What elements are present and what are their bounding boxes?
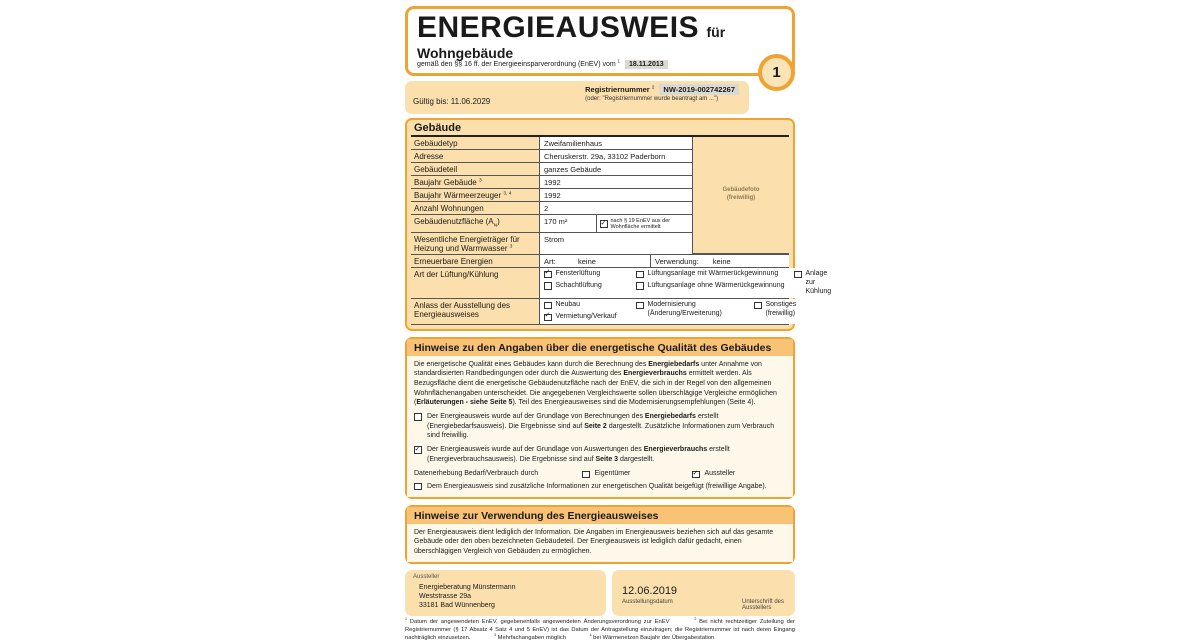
document-title: ENERGIEAUSWEIS <box>417 11 700 44</box>
quality-hints-intro: Die energetische Qualität eines Gebäudes kann durch die Berechnung des Energiebedarfs unter Annahme von standardisierten Randbedingungen oder durch die Auswertung des Energieverbrauchs ermittelt werden. Als Bezugsfläche dient die energetische Gebäudenutzfläche nach der EnEV, die sich in der Regel von den allgemeinen Wohnflächenangaben unterscheidet. Die angegebenen Vergleichswerte sollen überschlägige Vergleiche ermöglichen (Erläuterungen - siehe Seite 5). Teil des Energieausweises sind die Modernisierungsempfehlungen (Seite 4). <box>414 360 777 407</box>
checkbox-fensterlueftung[interactable] <box>544 271 552 279</box>
footnote-marker: 2 <box>651 84 655 90</box>
heater-year-value: 1992 <box>539 189 692 201</box>
enev-date-value: 18.11.2013 <box>625 60 668 69</box>
ventilation-option: Schachtlüftung <box>544 282 630 291</box>
checkbox-energiebedarf[interactable] <box>414 413 422 421</box>
issuer-box <box>405 570 606 616</box>
renewable-art-label: Art: <box>544 256 556 266</box>
building-section-title: Gebäude <box>411 120 789 137</box>
demand-certificate-item: Der Energieausweis wurde auf der Grundlage von Berechnungen des Energiebedarfs erstellt (Energiebedarfsausweis). Die Ergebnisse sind auf Seite 2 dargestellt. Zusätzliche Informationen zum Verbrauch sind freiwillig. <box>414 412 786 441</box>
table-row <box>411 189 692 202</box>
row-label: Gebäudenutzfläche $(A_N)$ <box>414 216 500 229</box>
energy-certificate-page <box>405 6 832 642</box>
building-photo-placeholder <box>692 137 789 254</box>
signature-box <box>612 570 795 616</box>
row-label: Baujahr Gebäude $^3$ <box>414 177 482 187</box>
occasion-option: Modernisierung (Änderung/Erweiterung) <box>636 301 748 319</box>
table-row <box>411 150 692 163</box>
table-row <box>411 233 692 254</box>
issue-date-label: Ausstellungsdatum <box>622 598 673 605</box>
data-collection-label: Datenerhebung Bedarf/Verbrauch durch <box>414 470 539 478</box>
row-label: Anzahl Wohnungen <box>414 203 484 213</box>
floor-area-method-note <box>596 215 692 232</box>
construction-year-value: 1992 <box>539 176 692 188</box>
usage-hints-title: Hinweise zur Verwendung des Energieausweises <box>407 507 793 524</box>
issue-date: 12.06.2019 <box>622 584 678 597</box>
checkbox-anlage-kuehlung[interactable] <box>794 271 802 279</box>
checkbox-schachtlueftung[interactable] <box>544 282 552 290</box>
building-part-value: ganzes Gebäude <box>539 163 692 175</box>
table-row <box>411 163 692 176</box>
footnote-4: $^4$ bei Wärmenetzen Baujahr der Übergabestation <box>589 632 715 641</box>
occasion-option: Neubau <box>544 301 630 310</box>
footnotes <box>405 616 795 642</box>
renewable-use-value: keine <box>712 256 731 266</box>
table-row <box>411 137 692 150</box>
occasion-option: Sonstiges (freiwillig) <box>754 301 796 319</box>
row-label: Gebäudeteil <box>414 164 458 174</box>
occasion-row <box>411 299 797 325</box>
floor-area-value: 170 m² <box>539 215 596 232</box>
ventilation-option: Lüftungsanlage mit Wärmerückgewinnung <box>636 270 788 279</box>
photo-placeholder-text: Gebäudefoto <box>722 187 760 194</box>
address-value: Cheruskerstr. 29a, 33102 Paderborn <box>539 150 692 162</box>
title-line <box>417 11 783 63</box>
apartment-count-value: 2 <box>539 202 692 214</box>
renewable-use-label: Verwendung: <box>655 256 699 266</box>
photo-placeholder-text: (freiwillig) <box>726 195 756 201</box>
checkbox-neubau[interactable] <box>544 302 552 310</box>
footnote-1: $^1$ Datum der angewendeten EnEV, gegebenenfalls angewendeten Änderungsverordnung zur EnEV <box>405 616 670 625</box>
registration-label: Registriernummer <box>585 85 650 94</box>
ventilation-option: Lüftungsanlage ohne Wärmerückgewinnung <box>636 282 788 291</box>
data-collection-option: ✓ Aussteller <box>692 469 802 479</box>
footnote-2: $^2$ Bei nicht rechtzeitiger Zuteilung der Registriernummer (§ 17 Absatz 4 Satz 4 und 5 EnEV) ist das Datum der Antragstellung einzutragen; die Registriernummer ist nach deren Eingang nachträglich einzusetzen. <box>405 616 795 641</box>
data-collection-option: Eigentümer <box>582 469 692 479</box>
usage-hints-body: Der Energieausweis dient lediglich der Information. Die Angaben im Energieausweis beziehen sich auf das gesamte Gebäude oder den oben bezeichneten Gebäudeteil. Der Energieausweis ist lediglich dafür gedacht, einen überschlägigen Vergleich von Gebäuden zu ermöglichen. <box>407 524 793 562</box>
checkbox-energieverbrauch[interactable] <box>414 446 422 454</box>
validity-strip <box>405 81 749 114</box>
footnote-marker: 3 <box>509 243 513 249</box>
row-label: Erneuerbare Energien <box>414 256 493 266</box>
building-panel <box>405 118 832 331</box>
checkbox-vermietung-verkauf[interactable] <box>544 314 552 322</box>
footnote-3: $^3$ Mehrfachangaben möglich <box>494 632 566 641</box>
checkbox-modernisierung[interactable] <box>636 302 644 310</box>
ventilation-row <box>411 268 832 299</box>
additional-info-text: Dem Energieausweis sind zusätzliche Informationen zur energetischen Qualität beigefügt (freiwillige Angabe). <box>427 482 767 490</box>
table-row <box>411 202 692 215</box>
registration-block <box>585 85 739 109</box>
title-box <box>405 6 795 76</box>
floor-area-method-text: nach § 19 EnEV aus der Wohnfläche ermittelt <box>610 217 671 230</box>
document-subtitle: für Wohngebäude <box>417 24 726 61</box>
issuer-city: 33181 Bad Wünnenberg <box>419 601 495 609</box>
usage-hints-panel <box>405 505 795 564</box>
data-collection-row <box>414 469 786 479</box>
registration-alt-note: (oder: "Registriernummer wurde beantragt am ...") <box>585 96 719 102</box>
floor-area-method-checkbox[interactable] <box>600 220 608 228</box>
additional-info-item <box>414 482 786 492</box>
issuer-name: Energieberatung Münstermann <box>419 583 516 591</box>
footnote-marker: 3 <box>478 177 482 183</box>
occasion-option: ✓ Vermietung/Verkauf <box>544 313 630 322</box>
renewable-energy-row <box>411 254 789 268</box>
quality-hints-title: Hinweise zu den Angaben über die energetische Qualität des Gebäudes <box>407 339 793 356</box>
registration-number: NW-2019-002742267 <box>659 84 739 95</box>
row-label: Art der Lüftung/Kühlung <box>414 269 499 279</box>
checkbox-lueftung-mit-wrg[interactable] <box>636 271 644 279</box>
valid-until-text: Gültig bis: 11.06.2029 <box>413 97 491 106</box>
footnote-marker: 3, 4 <box>503 190 512 196</box>
checkbox-lueftung-ohne-wrg[interactable] <box>636 282 644 290</box>
page-number: 1 <box>772 64 781 81</box>
table-row <box>411 215 692 233</box>
issuer-street: Weststrasse 29a <box>419 592 472 600</box>
checkbox-zusatzinfo[interactable] <box>414 483 422 491</box>
footnote-marker: 1 <box>617 58 621 64</box>
renewable-art-value: keine <box>578 256 596 266</box>
row-label: Wesentliche Energieträger für Heizung und Warmwasser $^3$ <box>414 234 520 253</box>
checkbox-eigentuemer[interactable] <box>582 471 590 479</box>
signature-label: Unterschrift des Ausstellers <box>742 598 785 611</box>
law-reference-text: gemäß den §§ 16 ff. der Energieeinsparverordnung (EnEV) vom <box>417 61 616 68</box>
row-label: Gebäudetyp <box>414 138 458 148</box>
ventilation-option: ✓ Fensterlüftung <box>544 270 630 279</box>
ventilation-option: Anlage zur Kühlung <box>794 270 831 296</box>
row-label: Baujahr Wärmeerzeuger $^{3, 4}$ <box>414 190 512 200</box>
law-reference-line <box>417 58 783 68</box>
quality-hints-panel <box>405 337 795 499</box>
table-row <box>411 176 692 189</box>
checkbox-aussteller[interactable] <box>692 471 700 479</box>
energy-carrier-value: Strom <box>539 233 692 254</box>
row-label: Adresse <box>414 151 444 161</box>
consumption-certificate-item: ✓ Der Energieausweis wurde auf der Grundlage von Auswertungen des Energieverbrauchs erstellt (Energieverbrauchsausweis). Die Ergebnisse sind auf Seite 3 dargestellt. <box>414 445 786 464</box>
row-label: Anlass der Ausstellung des Energieausweises <box>414 300 511 319</box>
checkbox-sonstiges[interactable] <box>754 302 762 310</box>
building-type-value: Zweifamilienhaus <box>539 137 692 149</box>
page-number-badge <box>758 54 795 91</box>
issuer-label: Aussteller <box>413 573 440 580</box>
